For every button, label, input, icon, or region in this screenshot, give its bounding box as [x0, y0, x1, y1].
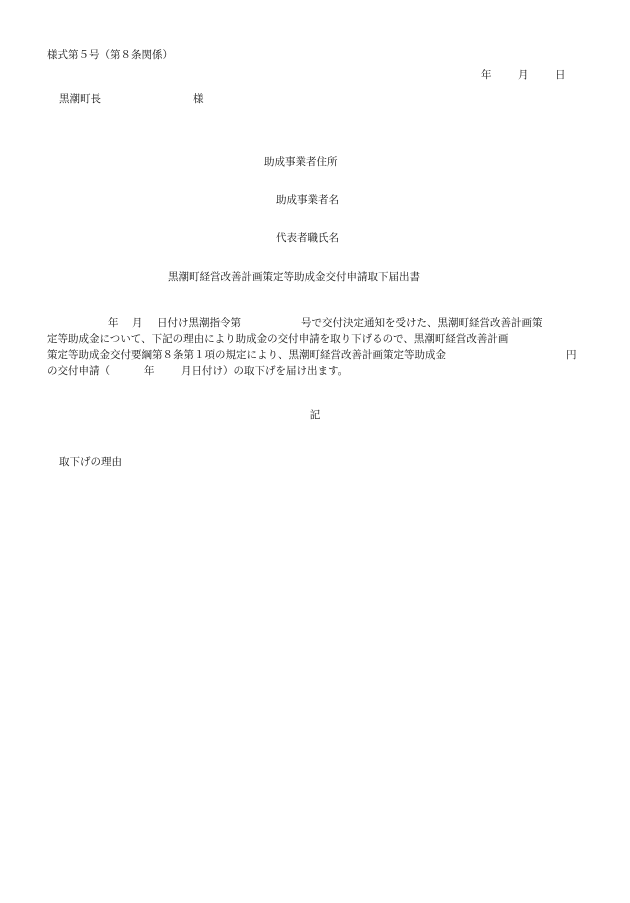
body-line3: 策定等助成金交付要綱第８条第１項の規定により、黒潮町経営改善計画策定等助成金 [47, 349, 446, 361]
body-line3-yen: 円 [566, 349, 577, 361]
date-day: 日 [555, 69, 566, 81]
date-month: 月 [518, 69, 529, 81]
note-heading: 記 [309, 409, 321, 421]
body-line4-rest: 月日付け）の取下げを届け出ます。 [181, 365, 349, 377]
addressee-name: 黒潮町長 [59, 93, 101, 105]
applicant-name-label: 助成事業者名 [276, 194, 339, 206]
reason-label: 取下げの理由 [59, 456, 122, 468]
body-line1-month: 月 [132, 317, 143, 329]
body-line2: 定等助成金について、下記の理由により助成金の交付申請を取り下げるので、黒潮町経営改善計画 [47, 333, 509, 345]
body-line4-prefix: の交付申請（ [47, 365, 110, 377]
form-number: 様式第５号（第８条関係） [47, 49, 173, 61]
date-year: 年 [481, 69, 492, 81]
body-line1-day-text: 日付け黒潮指令第 [157, 317, 241, 329]
representative-label: 代表者職氏名 [276, 232, 339, 244]
document-title: 黒潮町経営改善計画策定等助成金交付申請取下届出書 [168, 271, 420, 283]
body-line1-year: 年 [108, 317, 119, 329]
body-line1-issue-text: 号で交付決定通知を受けた、黒潮町経営改善計画策 [301, 317, 543, 329]
body-line4-year: 年 [144, 365, 155, 377]
addressee-honorific: 様 [193, 93, 204, 105]
applicant-address-label: 助成事業者住所 [264, 156, 338, 168]
